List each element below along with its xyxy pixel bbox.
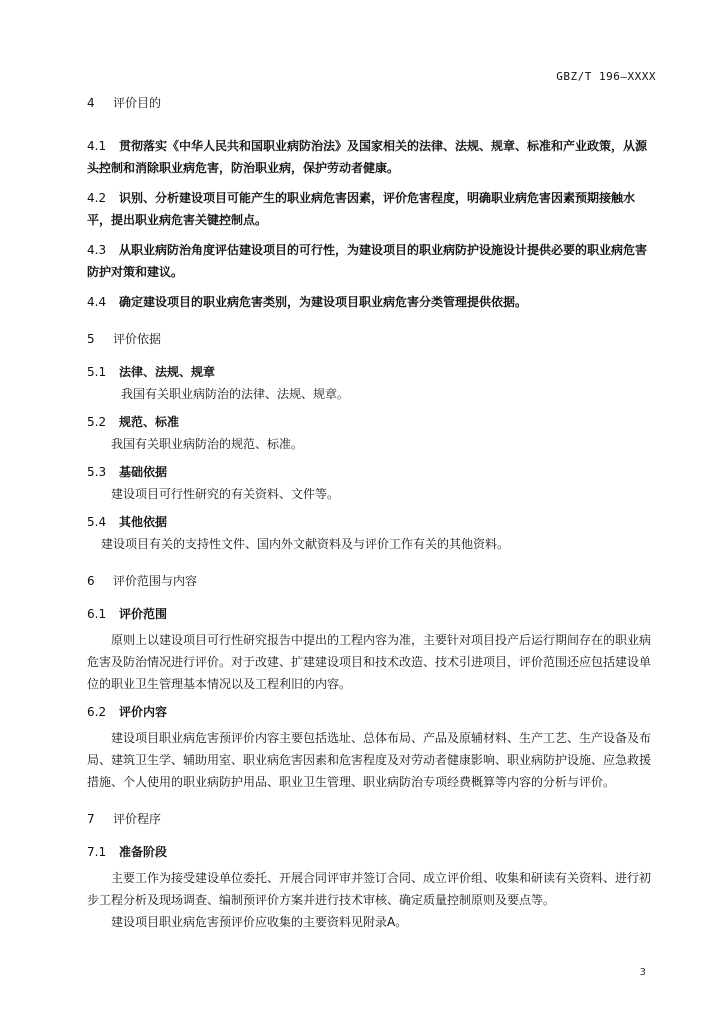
section-heading xyxy=(87,811,657,827)
section-title: 评价程序 xyxy=(113,812,162,826)
clause-6-1-text: 原则上以建设项目可行性研究报告中提出的工程内容为准，主要针对项目投产后运行期间存在的职业病危害及防治情况进行评价。对于改建、扩建建设项目和技术改造、技术引进项目，评价范围还应包括建设单位的职业卫生管理基本情况以及工程利旧的内容。 xyxy=(87,633,652,691)
document-body xyxy=(87,95,657,933)
clause-title: 准备阶段 xyxy=(119,845,168,859)
clause-number: 4.4 xyxy=(87,295,107,309)
section-number: 4 xyxy=(87,96,95,110)
section-number: 7 xyxy=(87,812,95,826)
clause-5-4-heading xyxy=(87,511,657,533)
clause-title: 基础依据 xyxy=(119,465,168,479)
clause-5-1-text: 我国有关职业病防治的法律、法规、规章。 xyxy=(121,387,350,401)
clause-text: 识别、分析建设项目可能产生的职业病危害因素，评价危害程度，明确职业病危害因素预期接触水平，提出职业病危害关键控制点。 xyxy=(87,191,636,227)
clause-number: 7.1 xyxy=(87,845,107,859)
clause-number: 5.4 xyxy=(87,515,107,529)
clause-5-3-heading xyxy=(87,461,657,483)
clause-6-2-heading xyxy=(87,701,657,723)
clause-number: 5.3 xyxy=(87,465,107,479)
clause-5-3-text: 建设项目可行性研究的有关资料、文件等。 xyxy=(111,487,340,501)
clause-number: 6.1 xyxy=(87,607,107,621)
clause-title: 规范、标准 xyxy=(119,415,180,429)
clause-title: 评价范围 xyxy=(119,607,168,621)
clause-4-2 xyxy=(87,187,657,231)
section-heading xyxy=(87,95,657,111)
section-number: 6 xyxy=(87,574,95,588)
section-heading xyxy=(87,573,657,589)
clause-6-1-heading xyxy=(87,603,657,625)
clause-5-2-text: 我国有关职业病防治的规范、标准。 xyxy=(111,437,304,451)
clause-4-1 xyxy=(87,135,657,179)
standard-number: GBZ/T 196—XXXX xyxy=(556,70,656,83)
section-title: 评价依据 xyxy=(113,332,162,346)
clause-number: 4.2 xyxy=(87,191,107,205)
section-title: 评价范围与内容 xyxy=(113,574,198,588)
section-title: 评价目的 xyxy=(113,96,162,110)
clause-number: 6.2 xyxy=(87,705,107,719)
clause-7-1-text: 主要工作为接受建设单位委托、开展合同评审并签订合同、成立评价组、收集和研读有关资料、进行初步工程分析及现场调查、编制预评价方案并进行技术审核、确定质量控制原则及要点等。 xyxy=(87,871,652,907)
page-number: 3 xyxy=(639,967,646,978)
clause-7-1-text-appendix: 建设项目职业病危害预评价应收集的主要资料见附录A。 xyxy=(111,915,408,929)
clause-4-3 xyxy=(87,239,657,283)
section-heading xyxy=(87,331,657,347)
clause-6-2-text: 建设项目职业病危害预评价内容主要包括选址、总体布局、产品及原辅材料、生产工艺、生产设备及布局、建筑卫生学、辅助用室、职业病危害因素和危害程度及对劳动者健康影响、职业病防护设施、应急救援措施、个人使用的职业病防护用品、职业卫生管理、职业病防治专项经费概算等内容的分析与评价。 xyxy=(87,731,652,789)
clause-7-1-heading xyxy=(87,841,657,863)
clause-title: 其他依据 xyxy=(119,515,168,529)
section-number: 5 xyxy=(87,332,95,346)
clause-number: 4.1 xyxy=(87,139,107,153)
clause-title: 评价内容 xyxy=(119,705,168,719)
clause-text: 确定建设项目的职业病危害类别，为建设项目职业病危害分类管理提供依据。 xyxy=(119,295,528,309)
clause-number: 5.2 xyxy=(87,415,107,429)
clause-5-2-heading xyxy=(87,411,657,433)
clause-number: 5.1 xyxy=(87,365,107,379)
clause-4-4 xyxy=(87,291,657,313)
clause-5-4-text: 建设项目有关的支持性文件、国内外文献资料及与评价工作有关的其他资料。 xyxy=(101,537,510,551)
clause-title: 法律、法规、规章 xyxy=(119,365,216,379)
clause-number: 4.3 xyxy=(87,243,107,257)
clause-5-1-heading xyxy=(87,361,657,383)
clause-text: 从职业病防治角度评估建设项目的可行性，为建设项目的职业病防护设施设计提供必要的职业病危害防护对策和建议。 xyxy=(87,243,648,279)
clause-text: 贯彻落实《中华人民共和国职业病防治法》及国家相关的法律、法规、规章、标准和产业政策，从源头控制和消除职业病危害，防治职业病，保护劳动者健康。 xyxy=(87,139,648,175)
